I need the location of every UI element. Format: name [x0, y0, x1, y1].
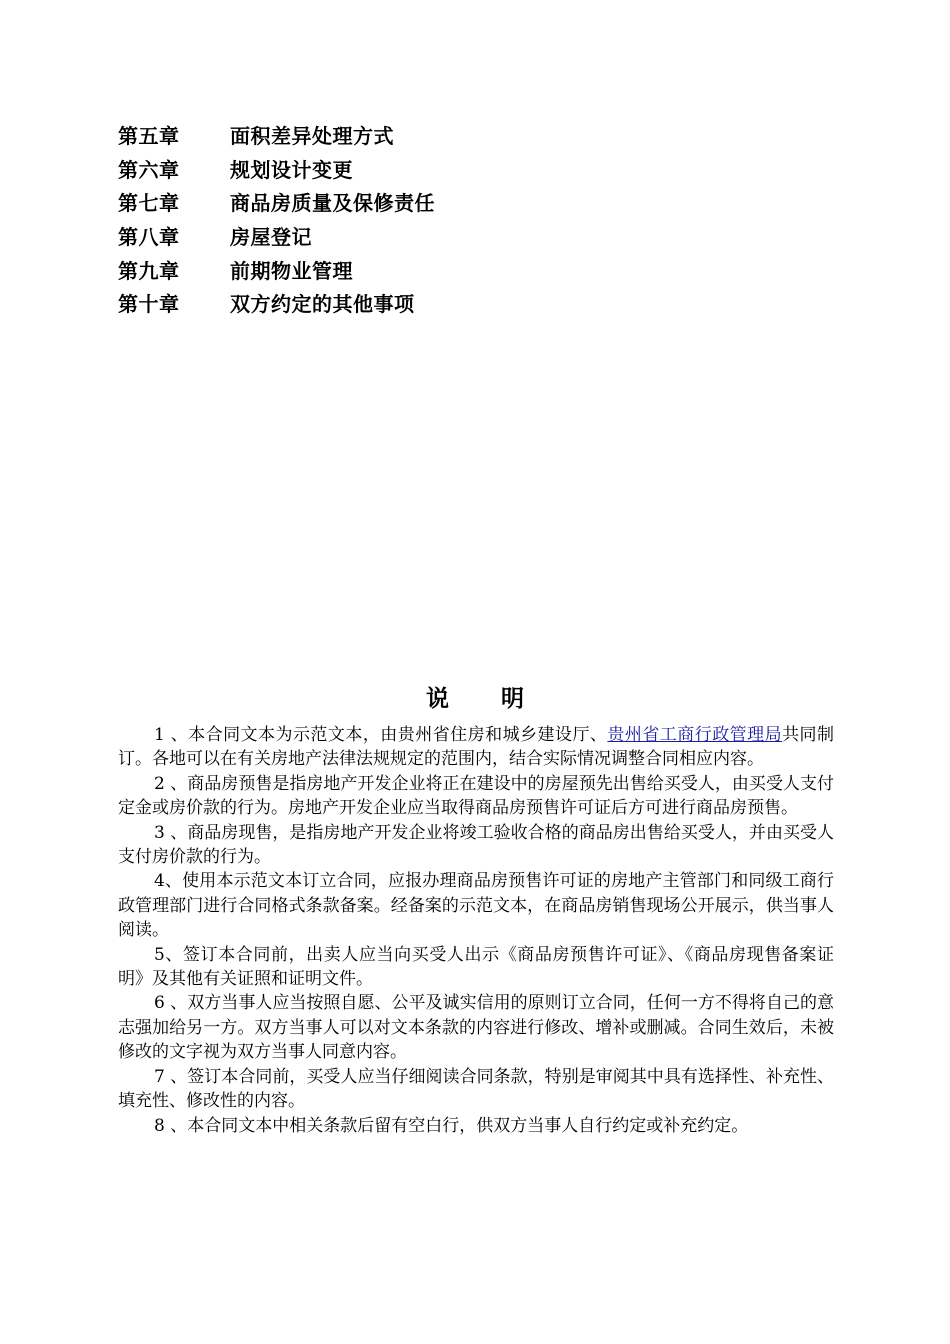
toc-entry — [118, 152, 718, 186]
toc-chapter-number: 第七章 — [118, 191, 180, 216]
table-of-contents — [118, 118, 718, 320]
note-paragraph-4: 4、使用本示范文本订立合同，应报办理商品房预售许可证的房地产主管部门和同级工商行政管理部门进行合同格式条款备案。经备案的示范文本，在商品房销售现场公开展示，供当事人阅读。 — [118, 871, 834, 941]
note-paragraph-7: 7 、签订本合同前，买受人应当仔细阅读合同条款，特别是审阅其中具有选择性、补充性、填充性、修改性的内容。 — [118, 1066, 834, 1112]
note-paragraph-6: 6 、双方当事人应当按照自愿、公平及诚实信用的原则订立合同，任何一方不得将自己的意志强加给另一方。双方当事人可以对文本条款的内容进行修改、增补或删减。合同生效后，未被修改的文字视为双方当事人同意内容。 — [118, 993, 834, 1063]
notes-heading — [0, 680, 950, 713]
note-1-text-start: 1 、本合同文本为示范文本，由贵州省住房和城乡建设厅、 — [154, 725, 608, 745]
notes-heading-char-2: 明 — [501, 686, 524, 712]
note-paragraph-5: 5、签订本合同前，出卖人应当向买受人出示《商品房预售许可证》、《商品房现售备案证明》及其他有关证照和证明文件。 — [118, 944, 834, 990]
toc-entry — [118, 252, 718, 286]
note-paragraph-1 — [118, 723, 834, 772]
agency-link[interactable]: 贵州省工商行政管理局 — [607, 725, 783, 745]
notes-heading-char-1: 说 — [426, 686, 449, 712]
note-1-text-end: 共同制订。各地可以在有关房地产法律法规规定的范围内，结合实际情况调整合同相应内容。 — [118, 725, 835, 770]
toc-chapter-number: 第五章 — [118, 124, 180, 149]
toc-chapter-title: 商品房质量及保修责任 — [230, 191, 435, 216]
toc-chapter-number: 第十章 — [118, 292, 180, 317]
toc-chapter-title: 前期物业管理 — [230, 258, 353, 283]
notes-body — [118, 723, 834, 1138]
toc-chapter-number: 第六章 — [118, 157, 180, 182]
toc-chapter-title: 面积差异处理方式 — [230, 124, 394, 149]
toc-chapter-number: 第九章 — [118, 258, 180, 283]
toc-chapter-title: 规划设计变更 — [230, 157, 353, 182]
toc-chapter-title: 双方约定的其他事项 — [230, 292, 415, 317]
toc-entry — [118, 286, 718, 320]
toc-entry — [118, 185, 718, 219]
note-paragraph-8: 8 、本合同文本中相关条款后留有空白行，供双方当事人自行约定或补充约定。 — [154, 1115, 749, 1136]
note-paragraph-2: 2 、商品房预售是指房地产开发企业将正在建设中的房屋预先出售给买受人，由买受人支付定金或房价款的行为。房地产开发企业应当取得商品房预售许可证后方可进行商品房预售。 — [118, 773, 834, 819]
toc-chapter-title: 房屋登记 — [230, 225, 312, 250]
toc-chapter-number: 第八章 — [118, 225, 180, 250]
toc-entry — [118, 219, 718, 253]
note-paragraph-3: 3 、商品房现售，是指房地产开发企业将竣工验收合格的商品房出售给买受人，并由买受人支付房价款的行为。 — [118, 822, 834, 868]
toc-entry — [118, 118, 718, 152]
